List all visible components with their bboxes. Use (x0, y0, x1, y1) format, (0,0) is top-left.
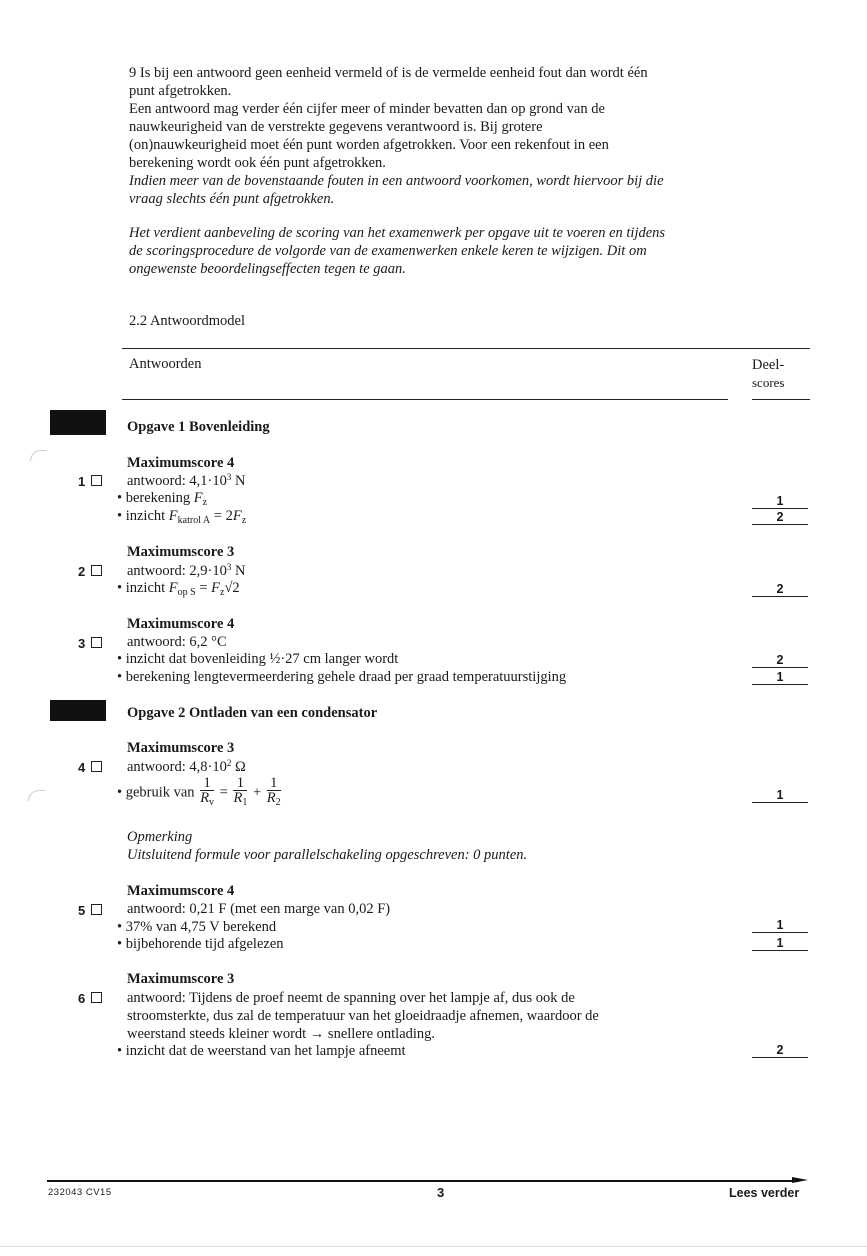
q4-num-text: 4 (78, 760, 86, 775)
q1-b2-var2: F (232, 508, 242, 524)
q1-b1-var: F (193, 490, 203, 506)
plus-sign: + (252, 784, 262, 801)
q5-bullet-2 (117, 936, 284, 953)
q3-maxscore: Maximumscore 4 (127, 616, 235, 632)
intro-line: Indien meer van de bovenstaande fouten in een antwoord voorkomen, wordt hiervoor bij die (129, 173, 664, 189)
q4-answer (127, 758, 246, 776)
bullet-icon: • (117, 784, 123, 801)
q2-exponent: 3 (226, 562, 232, 572)
q3-b1-text: inzicht dat bovenleiding ½·27 cm langer wordt (125, 651, 399, 667)
q2-b1-eq: = (195, 580, 212, 596)
bullet-icon: • (117, 490, 123, 506)
q4-number (78, 760, 102, 775)
checkbox-icon[interactable] (91, 637, 102, 648)
q5-num-text: 5 (78, 903, 86, 918)
q6-answer-line: antwoord: Tijdens de proef neemt de spanning over het lampje af, dus ook de (127, 990, 575, 1006)
checkbox-icon[interactable] (91, 761, 102, 772)
equals-sign: = (219, 784, 228, 801)
intro-line: ongewenste beoordelingseffecten tegen te gaan. (129, 261, 406, 277)
q1-score-1: 1 (752, 494, 808, 509)
q2-answer (127, 562, 245, 580)
q4-bullet-1 (117, 776, 283, 810)
q2-b1-root: √2 (224, 580, 240, 596)
q4-b1-text: gebruik van (125, 784, 195, 801)
q2-num-text: 2 (78, 564, 86, 579)
opgave-2-title: Opgave 2 Ontladen van een condensator (127, 705, 378, 721)
q5-b1-text: 37% van 4,75 V berekend (125, 919, 277, 935)
frac-sub: 1 (242, 797, 248, 808)
q2-number (78, 564, 102, 579)
q1-num-text: 1 (78, 474, 86, 489)
q3-number (78, 636, 102, 651)
bullet-icon: • (117, 669, 123, 685)
q3-bullet-2 (117, 669, 566, 686)
frac-den: R (266, 790, 276, 806)
q1-b2-text: inzicht (125, 508, 169, 524)
q3-b2-text: berekening lengtevermeerdering gehele draad per graad temperatuurstijging (125, 669, 567, 685)
q2-b1-var: F (168, 580, 178, 596)
q6-score-1: 2 (752, 1043, 808, 1058)
q2-bullet-1 (117, 580, 240, 598)
q3-bullet-1 (117, 651, 398, 668)
header-scores (752, 356, 785, 392)
intro-line: de scoringsprocedure de volgorde van de examenwerken enkele keren te wijzigen. Dit om (129, 243, 647, 259)
q2-b1-sub: op S (177, 587, 196, 598)
q2-b1-sub2: z (220, 587, 225, 598)
bullet-icon: • (117, 580, 123, 596)
q3-num-text: 3 (78, 636, 86, 651)
q2-score-1: 2 (752, 582, 808, 597)
intro-line: nauwkeurigheid van de verstrekte gegevens verantwoord is. Bij grotere (129, 119, 543, 135)
frac-sub: v (209, 797, 215, 808)
bullet-icon: • (117, 651, 123, 667)
q1-unit: N (231, 473, 246, 489)
q4-exponent: 2 (226, 758, 232, 768)
q5-score-2: 1 (752, 936, 808, 951)
intro-line: punt afgetrokken. (129, 83, 232, 99)
q5-bullet-1 (117, 919, 276, 936)
q5-score-1: 1 (752, 918, 808, 933)
frac-num: 1 (200, 776, 214, 791)
fraction-rv (200, 776, 214, 810)
arrow-right-icon (792, 1174, 808, 1186)
q1-number (78, 474, 102, 489)
q2-answer-text: antwoord: 2,9·10 (127, 563, 227, 579)
header-top-rule (122, 348, 810, 349)
intro-recommendation (129, 224, 729, 278)
bullet-icon: • (117, 508, 123, 524)
q4-maxscore: Maximumscore 3 (127, 740, 235, 756)
bullet-icon: • (117, 936, 123, 952)
q6-answer-line: weerstand steeds kleiner wordt → snellere ontlading. (127, 1026, 436, 1042)
intro-line: (on)nauwkeurigheid moet één punt worden afgetrokken. Voor een rekenfout in een (129, 137, 609, 153)
q5-b2-text: bijbehorende tijd afgelezen (125, 936, 284, 952)
q1-b2-sub: katrol A (177, 515, 211, 526)
q3-score-1: 2 (752, 653, 808, 668)
q1-exponent: 3 (226, 472, 232, 482)
bullet-icon: • (117, 919, 123, 935)
q6-number (78, 991, 102, 1006)
checkbox-icon[interactable] (91, 475, 102, 486)
q1-answer (127, 472, 245, 490)
frac-num: 1 (233, 776, 247, 791)
opgave-1-title: Opgave 1 Bovenleiding (127, 419, 270, 435)
intro-line: Een antwoord mag verder één cijfer meer of minder bevatten dan op grond van de (129, 101, 605, 117)
header-scores-line2: scores (752, 375, 785, 390)
q1-b2-eq: = 2 (210, 508, 233, 524)
q1-b2-var: F (168, 508, 178, 524)
q1-bullet-1 (117, 490, 207, 508)
q1-maxscore: Maximumscore 4 (127, 455, 235, 471)
q2-b1-var2: F (211, 580, 221, 596)
scan-mark (28, 790, 45, 801)
q6-num-text: 6 (78, 991, 86, 1006)
q4-remark-title: Opmerking (127, 829, 193, 845)
opgave-marker (50, 700, 106, 721)
q1-b2-sub2: z (241, 515, 247, 526)
q6-answer (127, 989, 599, 1043)
q1-answer-text: antwoord: 4,1·10 (127, 473, 227, 489)
fraction-r1 (233, 776, 247, 810)
footer-code: 232043 CV15 (48, 1187, 112, 1198)
q6-answer-line: stroomsterkte, dus zal de temperatuur van het gloeidraadje afnemen, waardoor de (127, 1008, 599, 1024)
checkbox-icon[interactable] (91, 992, 102, 1003)
q5-maxscore: Maximumscore 4 (127, 883, 235, 899)
q5-answer: antwoord: 0,21 F (met een marge van 0,02 F) (127, 901, 391, 917)
scan-mark (30, 450, 47, 461)
page-number: 3 (437, 1185, 445, 1200)
q6-bullet-1 (117, 1043, 406, 1060)
q1-b1-text: berekening (125, 490, 194, 506)
header-bottom-rule-left (122, 399, 728, 400)
header-answers: Antwoorden (129, 356, 202, 372)
checkbox-icon[interactable] (91, 565, 102, 576)
section-title: 2.2 Antwoordmodel (129, 313, 245, 329)
scan-edge (0, 1246, 867, 1247)
q2-unit: N (231, 563, 246, 579)
q3-answer: antwoord: 6,2 °C (127, 634, 227, 650)
checkbox-icon[interactable] (91, 904, 102, 915)
frac-den: R (200, 790, 210, 806)
lees-verder-link[interactable]: Lees verder (729, 1186, 800, 1200)
frac-sub: 2 (275, 797, 281, 808)
intro-line: Het verdient aanbeveling de scoring van het examenwerk per opgave uit te voeren en tijdens (129, 225, 666, 241)
q3-score-2: 1 (752, 670, 808, 685)
q6-maxscore: Maximumscore 3 (127, 971, 235, 987)
intro-line: berekening wordt ook één punt afgetrokken. (129, 155, 386, 171)
q4-remark-text: Uitsluitend formule voor parallelschakeling opgeschreven: 0 punten. (127, 847, 528, 863)
q2-b1-text: inzicht (125, 580, 169, 596)
frac-den: R (233, 790, 243, 806)
q4-score-1: 1 (752, 788, 808, 803)
q2-maxscore: Maximumscore 3 (127, 544, 235, 560)
bullet-icon: • (117, 1043, 123, 1059)
q1-b1-sub: z (202, 497, 208, 508)
q5-number (78, 903, 102, 918)
footer-rule (47, 1180, 799, 1182)
opgave-marker (50, 410, 106, 435)
intro-rule-9 (129, 64, 729, 208)
q1-score-2: 2 (752, 510, 808, 525)
q4-unit: Ω (231, 759, 246, 775)
q6-b1-text: inzicht dat de weerstand van het lampje afneemt (125, 1043, 406, 1059)
frac-num: 1 (267, 776, 281, 791)
header-bottom-rule-right (752, 399, 810, 400)
fraction-r2 (267, 776, 281, 810)
intro-line: vraag slechts één punt afgetrokken. (129, 191, 335, 207)
q4-answer-text: antwoord: 4,8·10 (127, 759, 227, 775)
header-scores-line1: Deel- (752, 357, 785, 373)
intro-line: 9 Is bij een antwoord geen eenheid vermeld of is de vermelde eenheid fout dan wordt één (129, 65, 648, 81)
q1-bullet-2 (117, 508, 246, 526)
